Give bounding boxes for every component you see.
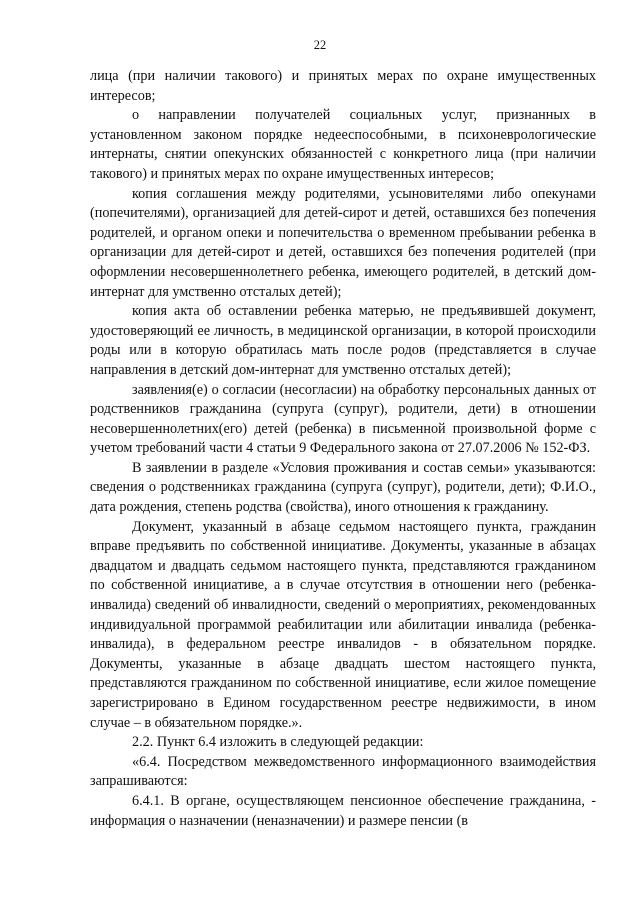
page-number: 22 bbox=[313, 38, 327, 52]
paragraph: копия соглашения между родителями, усыновителями либо опекунами (попечителями), организацией для детей-сирот и детей, оставшихся без попечения родителей, и органом опеки и попечительства о временном пребывании ребенка в организации для детей-сирот и детей, оставшихся без попечения родителей (при оформлении несовершеннолетнего ребенка, имеющего родителей, в детский дом-интернат для умственно отсталых детей); bbox=[90, 185, 596, 300]
paragraph: заявления(е) о согласии (несогласии) на обработку персональных данных от родственников гражданина (супруга (супруг), родители, дети) в отношении несовершеннолетних(его) детей (ребенка) в письменной произвольной форме с учетом требований части 4 статьи 9 Федерального закона от 27.07.2006 № 152-ФЗ. bbox=[90, 381, 596, 457]
paragraph: В заявлении в разделе «Условия проживания и состав семьи» указываются: сведения о родственниках гражданина (супруга (супруг), родители, дети); Ф.И.О., дата рождения, степень родства (свойства), иного отношения к гражданину. bbox=[90, 459, 596, 516]
paragraph: Документ, указанный в абзаце седьмом настоящего пункта, гражданин вправе предъявить по собственной инициативе. Документы, указанные в абзацах двадцатом и двадцать седьмом настоящего пункта, представляются гражданином по собственной инициативе, а в случае отсутствия в отношении него (ребенка-инвалида) сведений об инвалидности, сведений о мероприятиях, рекомендованных индивидуальной программой реабилитации или абилитации инвалида (ребенка-инвалида), в федеральном реестре инвалидов - в обязательном порядке. Документы, указанные в абзаце двадцать шестом настоящего пункта, представляются гражданином по собственной инициативе, если жилое помещение зарегистрировано в Едином государственном реестре недвижимости, в ином случае – в обязательном порядке.». bbox=[90, 518, 596, 731]
paragraph: о направлении получателей социальных услуг, признанных в установленном законом порядке недееспособными, в психоневрологические интернаты, снятии опекунских обязанностей с конкретного лица (при наличии такового) и принятых мерах по охране имущественных интересов; bbox=[90, 107, 596, 182]
paragraph: лица (при наличии такового) и принятых мерах по охране имущественных интересов; bbox=[90, 68, 596, 104]
paragraph: 2.2. Пункт 6.4 изложить в следующей редакции: bbox=[132, 734, 424, 751]
document-body bbox=[90, 67, 596, 831]
paragraph: копия акта об оставлении ребенка матерью, не предъявившей документ, удостоверяющий ее личность, в медицинской организации, в которой происходили роды или в которую обратилась мать после родов (представляется в случае направления в детский дом-интернат для умственно отсталых детей); bbox=[90, 303, 596, 378]
paragraph: 6.4.1. В органе, осуществляющем пенсионное обеспечение гражданина, - информация о назначении (неназначении) и размере пенсии (в bbox=[90, 792, 596, 829]
paragraph: «6.4. Посредством межведомственного информационного взаимодействия запрашиваются: bbox=[90, 753, 596, 790]
